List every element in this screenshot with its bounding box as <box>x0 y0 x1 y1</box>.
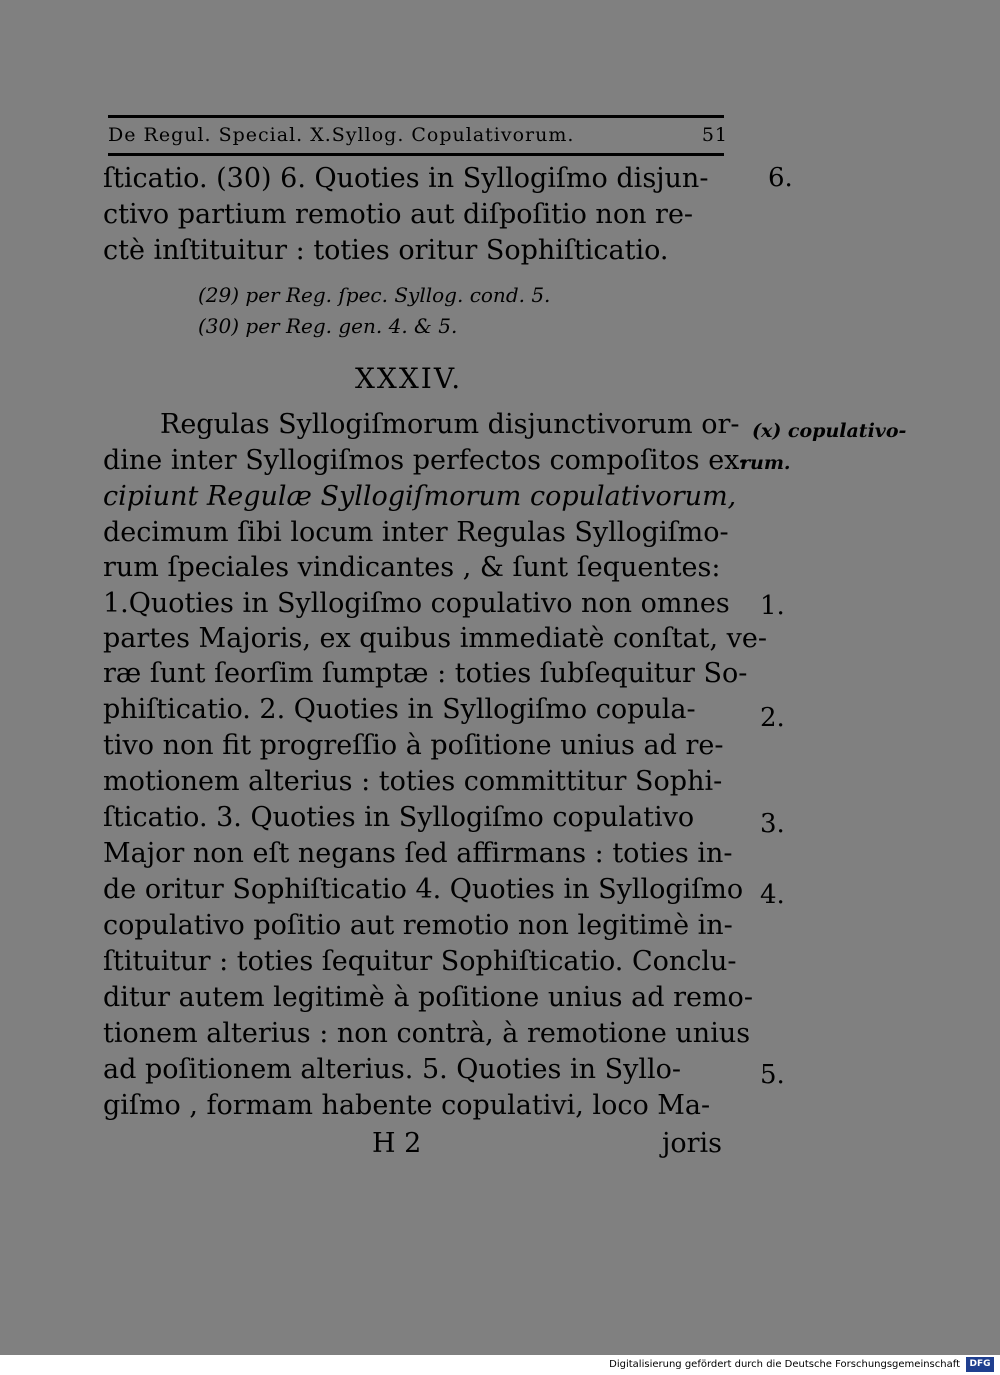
dfg-logo-icon: DFG <box>966 1357 994 1372</box>
running-header <box>108 124 728 146</box>
header-bottom-rule <box>108 153 724 156</box>
body-line: Major non eſt negans ſed affirmans : toties in- <box>103 838 733 869</box>
footer-credit: Digitalisierung gefördert durch die Deutsche Forschungsgemeinschaft <box>609 1359 960 1370</box>
header-title: De Regul. Special. X.Syllog. Copulativorum. <box>108 124 575 146</box>
body-line: motionem alterius : toties committitur Sophi- <box>103 766 723 797</box>
body-line: ræ ſunt ſeorſim ſumptæ : toties ſubſequitur So- <box>103 658 748 689</box>
body-line: giſmo , formam habente copulativi, loco Ma- <box>103 1090 711 1121</box>
margin-number: 3. <box>760 809 785 839</box>
body-line: ditur autem legitimè à poſitione unius ad remo- <box>103 982 753 1013</box>
body-line: dine inter Syllogiſmos perfectos compoſitos ex- <box>103 445 749 476</box>
signature-mark: H 2 <box>372 1128 422 1159</box>
margin-number: 4. <box>760 880 785 910</box>
text-line: ſticatio. (30) 6. Quoties in Syllogiſmo disjun- <box>103 163 709 194</box>
body-line: tionem alterius : non contrà, à remotione unius <box>103 1018 751 1049</box>
margin-number: 1. <box>760 591 785 621</box>
side-note: rum. <box>740 452 791 474</box>
body-line: 1.Quoties in Syllogiſmo copulativo non omnes <box>103 588 730 619</box>
body-line: decimum ſibi locum inter Regulas Syllogiſmo- <box>103 517 729 548</box>
body-line: partes Majoris, ex quibus immediatè conſtat, ve- <box>103 623 768 654</box>
header-top-rule <box>108 115 724 118</box>
footnote: (29) per Reg. ſpec. Syllog. cond. 5. <box>198 283 551 307</box>
text-line: ctivo partium remotio aut diſpoſitio non re- <box>103 199 694 230</box>
body-line: ſticatio. 3. Quoties in Syllogiſmo copulativo <box>103 802 695 833</box>
body-line: copulativo poſitio aut remotio non legitimè in- <box>103 910 733 941</box>
page-number: 51 <box>701 124 728 146</box>
body-line: cipiunt Regulæ Syllogiſmorum copulativorum, <box>103 481 737 512</box>
section-heading: XXXIV. <box>355 362 463 395</box>
margin-number: 6. <box>768 163 793 193</box>
footnote: (30) per Reg. gen. 4. & 5. <box>198 314 458 338</box>
catchword: joris <box>662 1128 723 1159</box>
body-line: ad poſitionem alterius. 5. Quoties in Syllo- <box>103 1054 681 1085</box>
body-line: Regulas Syllogiſmorum disjunctivorum or- <box>160 409 740 440</box>
body-line: rum ſpeciales vindicantes , & ſunt ſequentes: <box>103 552 721 583</box>
margin-number: 2. <box>760 703 785 733</box>
body-line: ſtituitur : toties ſequitur Sophiſticatio. Conclu- <box>103 946 737 977</box>
text-line: ctè inſtituitur : toties oritur Sophiſticatio. <box>103 235 669 266</box>
margin-number: 5. <box>760 1060 785 1090</box>
body-line: de oritur Sophiſticatio 4. Quoties in Syllogiſmo <box>103 874 744 905</box>
body-line: tivo non fit progreſſio à poſitione unius ad re- <box>103 730 724 761</box>
side-note: (x) copulativo- <box>752 420 907 442</box>
body-line: phiſticatio. 2. Quoties in Syllogiſmo copula- <box>103 694 696 725</box>
